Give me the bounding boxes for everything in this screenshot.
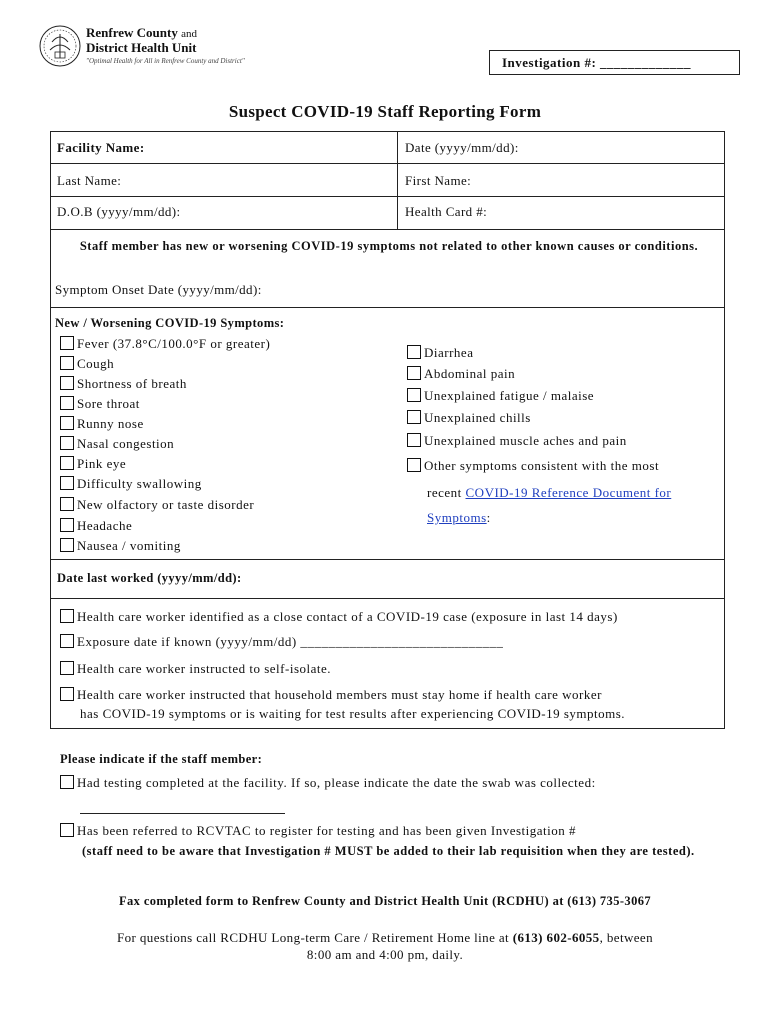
date-field[interactable]: Date (yyyy/mm/dd): [405,140,519,155]
checkbox-icon[interactable] [60,609,74,623]
questions-hours: 8:00 am and 4:00 pm, daily. [306,947,464,962]
checkbox-icon[interactable] [60,661,74,675]
checkbox-icon[interactable] [407,410,421,424]
row-divider [50,196,725,197]
symptom-checkbox[interactable]: Unexplained fatigue / malaise [407,388,594,404]
checkbox-icon[interactable] [407,388,421,402]
symptom-onset-date-field[interactable]: Symptom Onset Date (yyyy/mm/dd): [55,282,262,297]
symptom-checkbox[interactable]: Nausea / vomiting [60,538,181,554]
health-unit-emblem-icon [38,24,82,68]
household-checkbox[interactable]: Health care worker instructed that household members must stay home if health care worker [60,687,602,703]
form-title: Suspect COVID-19 Staff Reporting Form [228,102,542,121]
self-isolate-checkbox[interactable]: Health care worker instructed to self-isolate. [60,661,331,677]
org-name-line2: District Health Unit [86,40,197,55]
org-tagline: "Optimal Health for All in Renfrew County and District" [86,57,245,65]
checkbox-icon[interactable] [60,687,74,701]
referred-checkbox[interactable]: Has been referred to RCVTAC to register for testing and has been given Investigation # [60,823,576,839]
questions-contact: For questions call RCDHU Long-term Care / Retirement Home line at (613) 602-6055, between [116,930,653,945]
checkbox-icon[interactable] [60,538,74,552]
close-contact-checkbox[interactable]: Health care worker identified as a close contact of a COVID-19 case (exposure in last 14 days) [60,609,618,625]
symptom-checkbox[interactable]: Difficulty swallowing [60,476,202,492]
household-checkbox-cont: has COVID-19 symptoms or is waiting for test results after experiencing COVID-19 symptoms. [80,706,626,721]
row-divider [50,559,725,560]
checkbox-icon[interactable] [60,823,74,837]
dob-field[interactable]: D.O.B (yyyy/mm/dd): [57,204,181,219]
checkbox-icon[interactable] [60,336,74,350]
checkbox-icon[interactable] [60,634,74,648]
reference-document-link[interactable]: COVID-19 Reference Document for [465,485,672,500]
symptoms-heading: New / Worsening COVID-19 Symptoms: [55,316,285,330]
row-divider [50,307,725,308]
symptom-checkbox[interactable]: Cough [60,356,114,372]
symptom-checkbox[interactable]: Pink eye [60,456,126,472]
row-divider [50,598,725,599]
swab-date-line[interactable] [80,813,285,814]
reference-document-link-cont[interactable]: Symptoms [427,510,487,525]
checkbox-icon[interactable] [407,366,421,380]
exposure-date-checkbox[interactable]: Exposure date if known (yyyy/mm/dd) _____________________________ [60,634,503,650]
symptom-checkbox[interactable]: Sore throat [60,396,140,412]
last-name-field[interactable]: Last Name: [57,173,122,188]
symptom-checkbox[interactable]: Runny nose [60,416,144,432]
investigation-number-field[interactable]: Investigation #: _____________ [489,50,740,75]
reference-line-2: Symptoms: [427,510,491,525]
checkbox-icon[interactable] [60,416,74,430]
health-unit-logo [38,24,268,72]
checkbox-icon[interactable] [60,396,74,410]
checkbox-icon[interactable] [60,476,74,490]
testing-completed-checkbox[interactable]: Had testing completed at the facility. If so, please indicate the date the swab was collected: [60,775,596,791]
checkbox-icon[interactable] [60,376,74,390]
first-name-field[interactable]: First Name: [405,173,472,188]
symptom-checkbox[interactable]: Fever (37.8°C/100.0°F or greater) [60,336,270,352]
symptom-checkbox[interactable]: Diarrhea [407,345,473,361]
checkbox-icon[interactable] [407,458,421,472]
checkbox-icon[interactable] [60,356,74,370]
indicate-heading: Please indicate if the staff member: [60,752,263,766]
fax-instructions: Fax completed form to Renfrew County and District Health Unit (RCDHU) at (613) 735-3067 [118,894,652,908]
date-last-worked-field[interactable]: Date last worked (yyyy/mm/dd): [57,571,242,585]
checkbox-icon[interactable] [60,518,74,532]
symptom-checkbox[interactable]: Unexplained chills [407,410,531,426]
facility-name-field[interactable]: Facility Name: [57,140,145,155]
reference-line: recent COVID-19 Reference Document for [427,485,672,500]
symptom-checkbox[interactable]: Nasal congestion [60,436,174,452]
checkbox-icon[interactable] [407,345,421,359]
symptom-checkbox[interactable]: Headache [60,518,132,534]
symptom-checkbox[interactable]: Other symptoms consistent with the most [407,458,659,474]
checkbox-icon[interactable] [60,775,74,789]
health-card-field[interactable]: Health Card #: [405,204,488,219]
symptom-checkbox[interactable]: Abdominal pain [407,366,515,382]
symptom-checkbox[interactable]: Shortness of breath [60,376,187,392]
row-divider [50,229,725,230]
column-divider [397,131,398,229]
org-name-line1: Renfrew County and [86,25,197,40]
checkbox-icon[interactable] [60,497,74,511]
symptom-statement: Staff member has new or worsening COVID-19 symptoms not related to other known causes or conditions. [79,239,699,253]
referred-note: (staff need to be aware that Investigation # MUST be added to their lab requisition when they are tested). [82,844,695,858]
row-divider [50,163,725,164]
symptom-checkbox[interactable]: New olfactory or taste disorder [60,497,254,513]
checkbox-icon[interactable] [407,433,421,447]
symptom-checkbox[interactable]: Unexplained muscle aches and pain [407,433,627,449]
checkbox-icon[interactable] [60,456,74,470]
checkbox-icon[interactable] [60,436,74,450]
